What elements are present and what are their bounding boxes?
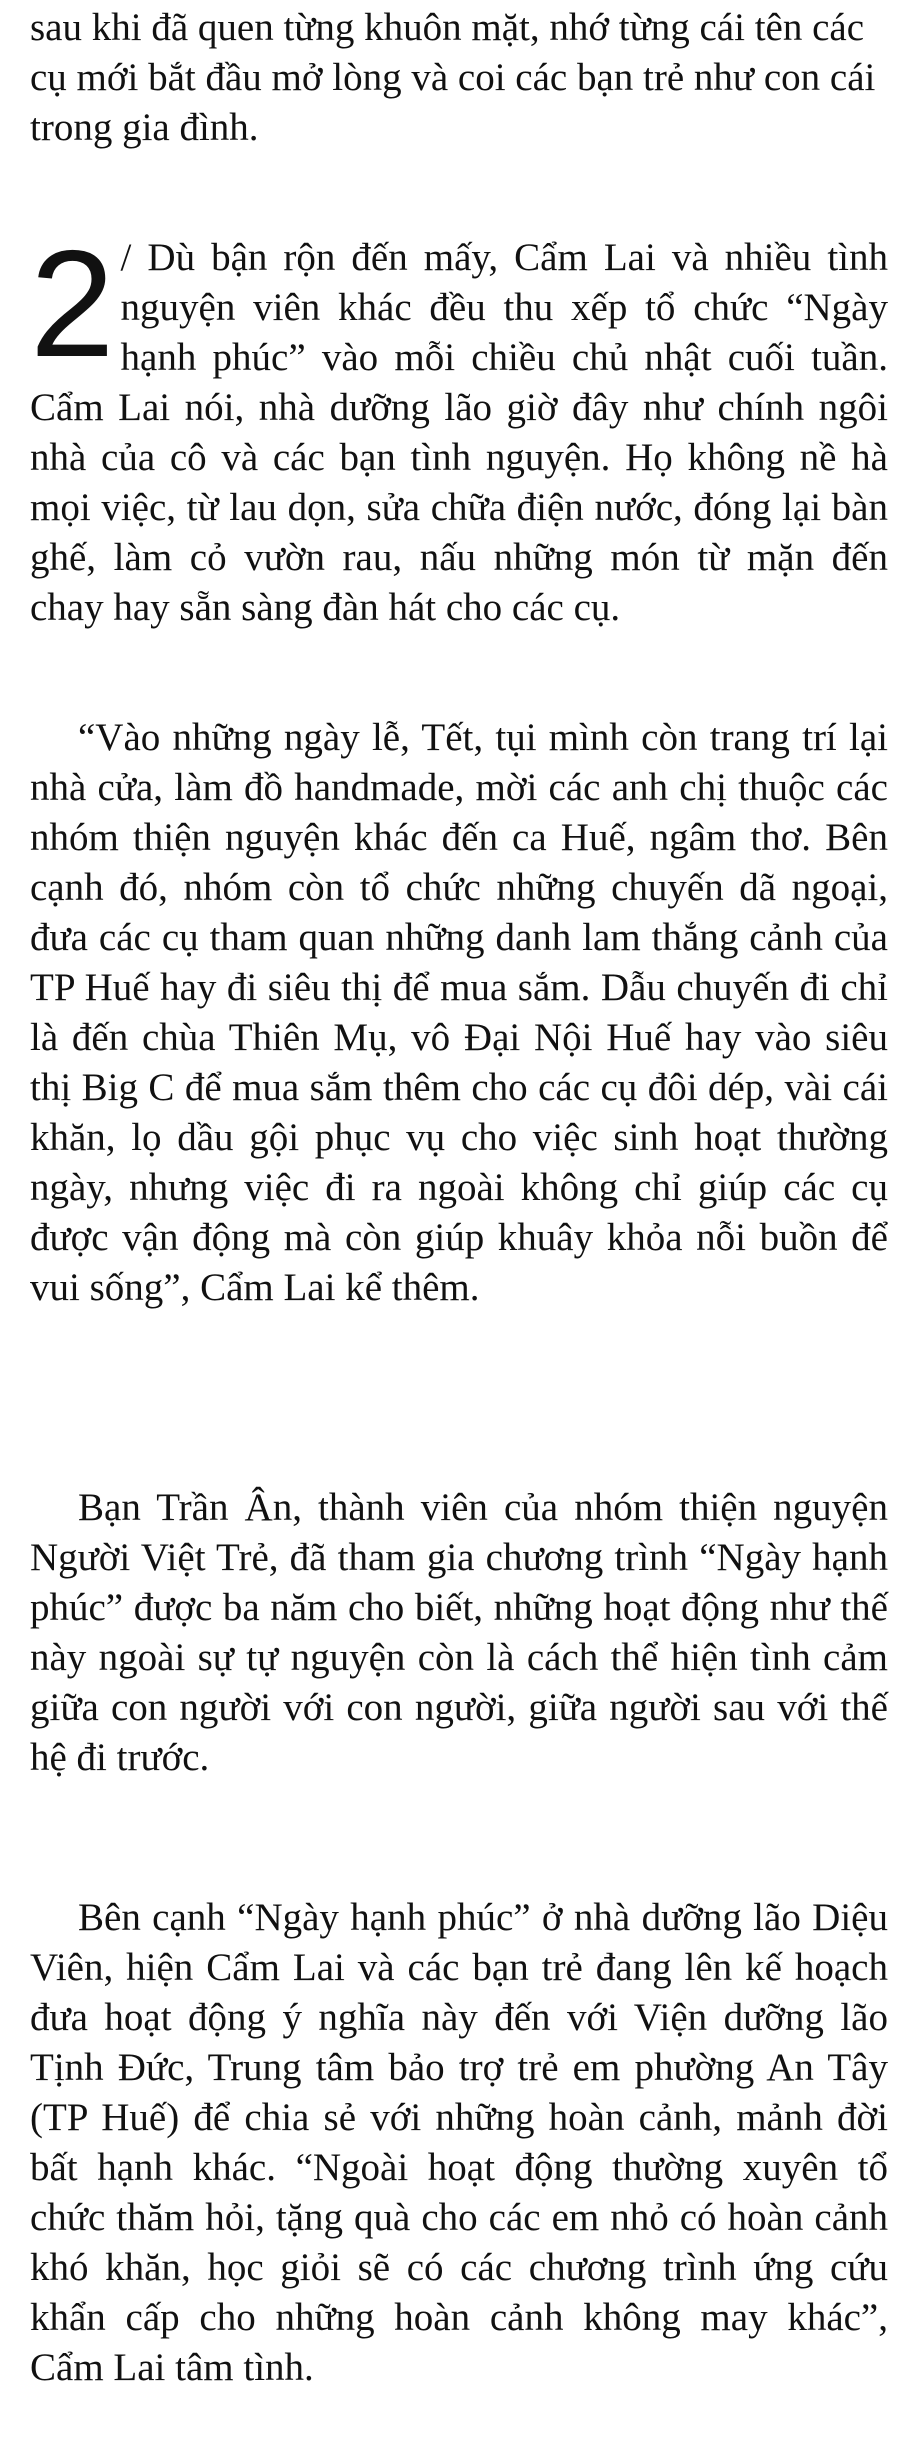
paragraph-2: [30, 219, 888, 633]
paragraph-1: [30, 3, 888, 153]
drop-cap: 2: [30, 219, 115, 389]
paragraph-3: [30, 713, 888, 1313]
paragraph-4-text: Bạn Trần Ân, thành viên của nhóm thiện nguyện Người Việt Trẻ, đã tham gia chương trình “Ngày hạnh phúc” được ba năm cho biết, những hoạt động như thế này ngoài sự tự nguyện còn là cách thể hiện tình cảm giữa con người với con người, giữa người sau với thế hệ đi trước.: [30, 1486, 888, 1779]
paragraph-5-text: Bên cạnh “Ngày hạnh phúc” ở nhà dưỡng lão Diệu Viên, hiện Cẩm Lai và các bạn trẻ đang lên kế hoạch đưa hoạt động ý nghĩa này đến với Viện dưỡng lão Tịnh Đức, Trung tâm bảo trợ trẻ em phường An Tây (TP Huế) để chia sẻ với những hoàn cảnh, mảnh đời bất hạnh khác. “Ngoài hoạt động thường xuyên tổ chức thăm hỏi, tặng quà cho các em nhỏ có hoàn cảnh khó khăn, học giỏi sẽ có các chương trình ứng cứu khẩn cấp cho những hoàn cảnh không may khác”, Cẩm Lai tâm tình.: [30, 1896, 888, 2389]
paragraph-4: [30, 1483, 888, 1783]
paragraph-3-text: “Vào những ngày lễ, Tết, tụi mình còn trang trí lại nhà cửa, làm đồ handmade, mời các anh chị thuộc các nhóm thiện nguyện khác đến ca Huế, ngâm thơ. Bên cạnh đó, nhóm còn tổ chức những chuyến dã ngoại, đưa các cụ tham quan những danh lam thắng cảnh của TP Huế hay đi siêu thị để mua sắm. Dẫu chuyến đi chỉ là đến chùa Thiên Mụ, vô Đại Nội Huế hay vào siêu thị Big C để mua sắm thêm cho các cụ đôi dép, vài cái khăn, lọ dầu gội phục vụ cho việc sinh hoạt thường ngày, nhưng việc đi ra ngoài không chỉ giúp các cụ được vận động mà còn giúp khuây khỏa nỗi buồn để vui sống”, Cẩm Lai kể thêm.: [30, 716, 888, 1309]
paragraph-1-text: sau khi đã quen từng khuôn mặt, nhớ từng cái tên các cụ mới bắt đầu mở lòng và coi các bạn trẻ như con cái trong gia đình.: [30, 6, 876, 149]
paragraph-2-text: / Dù bận rộn đến mấy, Cẩm Lai và nhiều tình nguyện viên khác đều thu xếp tổ chức “Ngày hạnh phúc” vào mỗi chiều chủ nhật cuối tuần. Cẩm Lai nói, nhà dưỡng lão giờ đây như chính ngôi nhà của cô và các bạn tình nguyện. Họ không nề hà mọi việc, từ lau dọn, sửa chữa điện nước, đóng lại bàn ghế, làm cỏ vườn rau, nấu những món từ mặn đến chay hay sẵn sàng đàn hát cho các cụ.: [30, 236, 888, 629]
paragraph-5: [30, 1893, 888, 2393]
